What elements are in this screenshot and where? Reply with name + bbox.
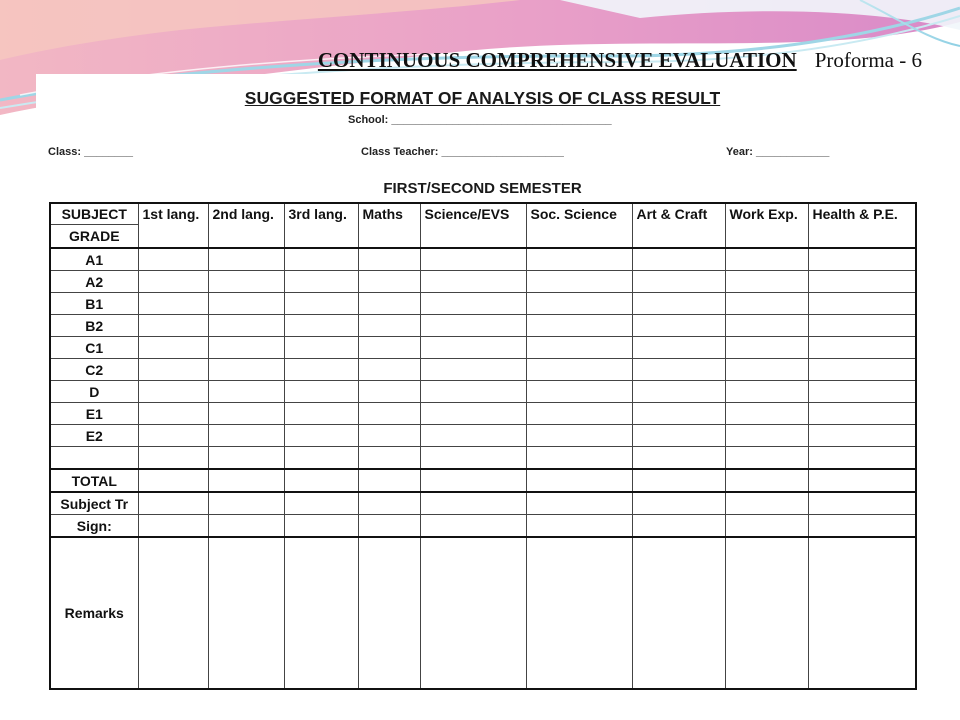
entry-cell — [526, 492, 632, 515]
entry-cell — [138, 492, 208, 515]
entry-cell — [420, 469, 526, 492]
entry-cell — [808, 425, 916, 447]
subject-teacher-row — [50, 492, 916, 515]
entry-cell — [725, 248, 808, 271]
entry-cell — [284, 381, 358, 403]
entry-cell — [526, 359, 632, 381]
entry-cell — [138, 403, 208, 425]
entry-cell — [208, 315, 284, 337]
entry-cell — [138, 359, 208, 381]
entry-cell — [420, 381, 526, 403]
subject-header-label: SUBJECT — [50, 203, 138, 225]
entry-cell — [284, 271, 358, 293]
entry-cell — [138, 425, 208, 447]
slide-header — [318, 48, 922, 73]
grade-row — [50, 315, 916, 337]
entry-cell — [208, 492, 284, 515]
entry-cell — [725, 337, 808, 359]
entry-cell — [632, 248, 725, 271]
entry-cell — [358, 469, 420, 492]
entry-cell — [632, 403, 725, 425]
entry-cell — [208, 381, 284, 403]
entry-cell — [138, 381, 208, 403]
entry-cell — [420, 492, 526, 515]
subject-column-header: 3rd lang. — [284, 203, 358, 248]
entry-cell — [208, 425, 284, 447]
grade-row — [50, 271, 916, 293]
subject-column-header: Science/EVS — [420, 203, 526, 248]
entry-cell — [808, 381, 916, 403]
grade-header-label: GRADE — [50, 225, 138, 249]
entry-cell — [138, 315, 208, 337]
grade-label: E1 — [50, 403, 138, 425]
entry-cell — [284, 315, 358, 337]
subject-column-header: Soc. Science — [526, 203, 632, 248]
entry-cell — [526, 425, 632, 447]
entry-cell — [358, 447, 420, 470]
entry-cell — [420, 425, 526, 447]
grade-row — [50, 359, 916, 381]
proforma-label: Proforma - 6 — [814, 48, 922, 72]
entry-cell — [358, 515, 420, 538]
grade-label: C2 — [50, 359, 138, 381]
entry-cell — [208, 515, 284, 538]
entry-cell — [632, 469, 725, 492]
entry-cell — [725, 537, 808, 689]
entry-cell — [420, 447, 526, 470]
entry-cell — [526, 447, 632, 470]
entry-cell — [632, 537, 725, 689]
entry-cell — [208, 293, 284, 315]
entry-cell — [808, 271, 916, 293]
entry-cell — [808, 515, 916, 538]
grade-label: B2 — [50, 315, 138, 337]
grade-row — [50, 293, 916, 315]
entry-cell — [358, 381, 420, 403]
entry-cell — [208, 248, 284, 271]
entry-cell — [526, 381, 632, 403]
entry-cell — [526, 469, 632, 492]
entry-cell — [725, 425, 808, 447]
entry-cell — [632, 315, 725, 337]
entry-cell — [358, 425, 420, 447]
entry-cell — [632, 271, 725, 293]
remarks-label: Remarks — [50, 537, 138, 689]
entry-cell — [632, 447, 725, 470]
subject-column-header: 1st lang. — [138, 203, 208, 248]
school-field: School: ____________________________________ — [348, 114, 612, 126]
entry-cell — [358, 271, 420, 293]
entry-cell — [284, 469, 358, 492]
entry-cell — [208, 359, 284, 381]
entry-cell — [632, 293, 725, 315]
entry-cell — [526, 293, 632, 315]
entry-cell — [725, 469, 808, 492]
entry-cell — [808, 248, 916, 271]
remarks-row — [50, 537, 916, 689]
entry-cell — [808, 359, 916, 381]
entry-cell — [808, 403, 916, 425]
grade-label: D — [50, 381, 138, 403]
entry-cell — [138, 248, 208, 271]
grade-row — [50, 381, 916, 403]
entry-cell — [208, 447, 284, 470]
entry-cell — [725, 271, 808, 293]
entry-cell — [420, 315, 526, 337]
subject-header-row — [50, 203, 916, 225]
entry-cell — [526, 248, 632, 271]
entry-cell — [208, 537, 284, 689]
grade-row — [50, 403, 916, 425]
subject-column-header: Maths — [358, 203, 420, 248]
subject-column-header: Work Exp. — [725, 203, 808, 248]
entry-cell — [632, 515, 725, 538]
entry-cell — [358, 293, 420, 315]
total-row — [50, 469, 916, 492]
grade-label — [50, 447, 138, 470]
grade-row — [50, 248, 916, 271]
year-field: Year: ____________ — [726, 146, 830, 158]
entry-cell — [138, 447, 208, 470]
entry-cell — [632, 425, 725, 447]
entry-cell — [526, 315, 632, 337]
entry-cell — [725, 403, 808, 425]
entry-cell — [420, 403, 526, 425]
entry-cell — [420, 359, 526, 381]
grade-label: A2 — [50, 271, 138, 293]
entry-cell — [284, 515, 358, 538]
entry-cell — [284, 403, 358, 425]
grade-row — [50, 425, 916, 447]
entry-cell — [526, 403, 632, 425]
entry-cell — [284, 359, 358, 381]
subject-teacher-label: Subject Tr — [50, 492, 138, 515]
entry-cell — [725, 293, 808, 315]
entry-cell — [138, 537, 208, 689]
grade-label: A1 — [50, 248, 138, 271]
entry-cell — [208, 469, 284, 492]
entry-cell — [208, 337, 284, 359]
entry-cell — [420, 271, 526, 293]
grade-label: B1 — [50, 293, 138, 315]
entry-cell — [725, 492, 808, 515]
entry-cell — [526, 537, 632, 689]
entry-cell — [808, 337, 916, 359]
entry-cell — [138, 293, 208, 315]
entry-cell — [420, 537, 526, 689]
entry-cell — [208, 403, 284, 425]
entry-cell — [808, 315, 916, 337]
entry-cell — [725, 315, 808, 337]
entry-cell — [284, 248, 358, 271]
entry-cell — [358, 359, 420, 381]
class-field: Class: ________ — [48, 146, 134, 158]
entry-cell — [725, 359, 808, 381]
entry-cell — [138, 515, 208, 538]
entry-cell — [808, 469, 916, 492]
entry-cell — [138, 337, 208, 359]
entry-cell — [526, 271, 632, 293]
entry-cell — [420, 293, 526, 315]
entry-cell — [208, 271, 284, 293]
class-teacher-field: Class Teacher: ____________________ — [361, 146, 564, 158]
entry-cell — [632, 359, 725, 381]
entry-cell — [358, 537, 420, 689]
subject-column-header: Art & Craft — [632, 203, 725, 248]
grade-row — [50, 337, 916, 359]
entry-cell — [526, 515, 632, 538]
entry-cell — [420, 337, 526, 359]
entry-cell — [808, 293, 916, 315]
entry-cell — [808, 447, 916, 470]
entry-cell — [138, 469, 208, 492]
entry-cell — [725, 381, 808, 403]
entry-cell — [420, 515, 526, 538]
document-title: SUGGESTED FORMAT OF ANALYSIS OF CLASS RESULT — [244, 88, 721, 108]
entry-cell — [284, 293, 358, 315]
entry-cell — [358, 315, 420, 337]
entry-cell — [358, 337, 420, 359]
total-label: TOTAL — [50, 469, 138, 492]
entry-cell — [284, 337, 358, 359]
subject-column-header: Health & P.E. — [808, 203, 916, 248]
grade-label: E2 — [50, 425, 138, 447]
sign-label: Sign: — [50, 515, 138, 538]
grade-row — [50, 447, 916, 470]
semester-heading: FIRST/SECOND SEMESTER — [383, 180, 582, 197]
entry-cell — [358, 403, 420, 425]
entry-cell — [284, 425, 358, 447]
entry-cell — [632, 381, 725, 403]
entry-cell — [284, 537, 358, 689]
entry-cell — [808, 492, 916, 515]
sign-row — [50, 515, 916, 538]
entry-cell — [526, 337, 632, 359]
slide-heading: CONTINUOUS COMPREHENSIVE EVALUATION — [317, 48, 797, 72]
entry-cell — [808, 537, 916, 689]
grade-label: C1 — [50, 337, 138, 359]
entry-cell — [420, 248, 526, 271]
class-result-table — [49, 202, 917, 690]
entry-cell — [284, 447, 358, 470]
subject-column-header: 2nd lang. — [208, 203, 284, 248]
entry-cell — [725, 515, 808, 538]
entry-cell — [632, 337, 725, 359]
entry-cell — [632, 492, 725, 515]
entry-cell — [284, 492, 358, 515]
entry-cell — [358, 248, 420, 271]
entry-cell — [138, 271, 208, 293]
result-format-document — [36, 74, 929, 704]
entry-cell — [725, 447, 808, 470]
entry-cell — [358, 492, 420, 515]
